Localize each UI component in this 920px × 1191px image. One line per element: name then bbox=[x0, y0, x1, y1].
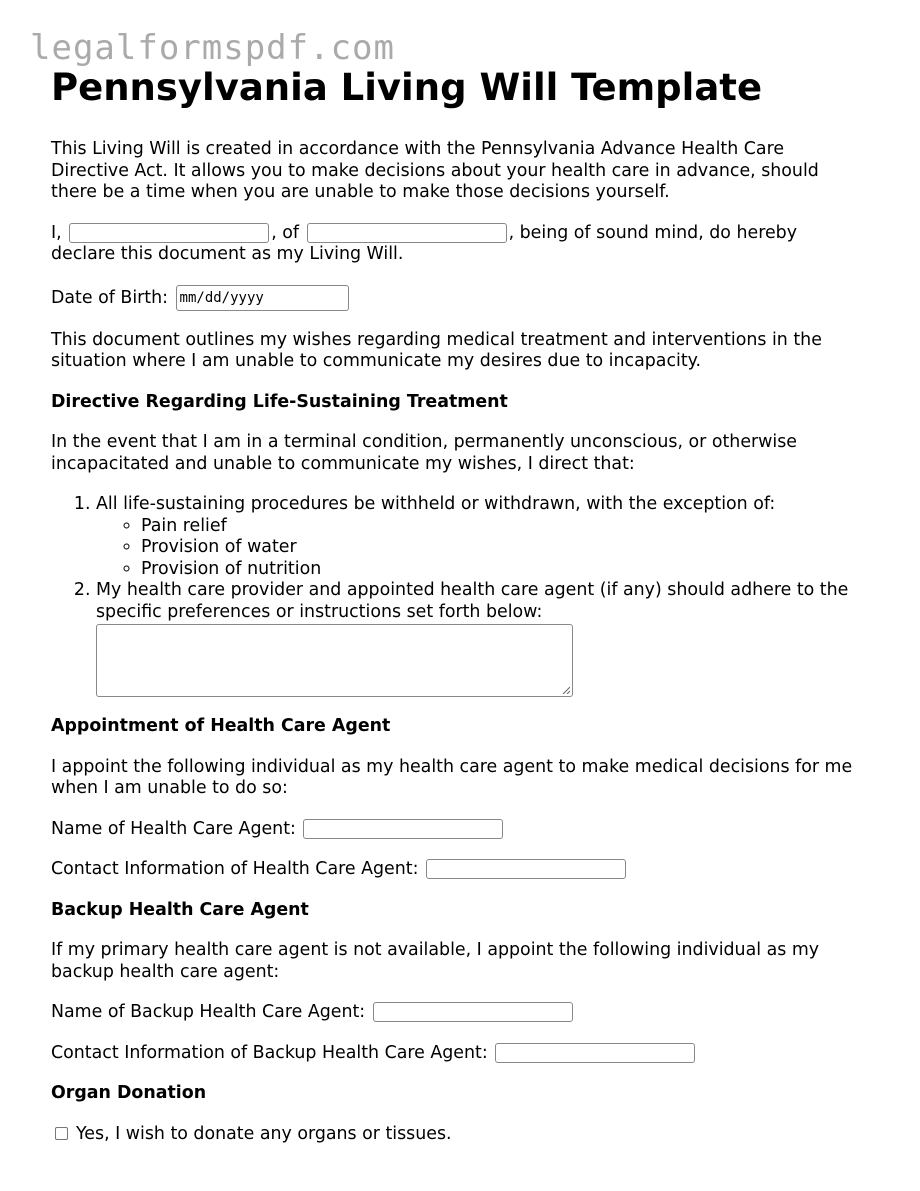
backup-contact-row bbox=[51, 1043, 861, 1065]
directive-heading: Directive Regarding Life-Sustaining Treatment bbox=[51, 391, 508, 412]
declarant-name-input[interactable] bbox=[69, 223, 269, 243]
backup-name-row bbox=[51, 1002, 861, 1024]
declarant-address-input[interactable] bbox=[307, 223, 507, 243]
organ-donation-row bbox=[51, 1124, 861, 1146]
exceptions-list bbox=[96, 516, 861, 581]
watermark: legalformspdf.com bbox=[30, 28, 395, 68]
dob-label: Date of Birth: bbox=[51, 287, 168, 308]
exception-item: ◦ Provision of nutrition bbox=[141, 559, 861, 581]
agent-name-input[interactable] bbox=[303, 819, 503, 839]
backup-contact-label: Contact Information of Backup Health Care Agent: bbox=[51, 1042, 488, 1063]
backup-heading: Backup Health Care Agent bbox=[51, 899, 309, 920]
exception-item: ◦ Pain relief bbox=[141, 516, 861, 538]
organ-donation-label: Yes, I wish to donate any organs or tissues. bbox=[76, 1123, 452, 1144]
agent-contact-input[interactable] bbox=[426, 859, 626, 879]
declaration-paragraph bbox=[51, 223, 861, 266]
agent-name-row bbox=[51, 819, 861, 841]
declaration-suffix: , being of sound mind, do hereby declare this document as my Living Will. bbox=[51, 222, 797, 264]
agent-heading: Appointment of Health Care Agent bbox=[51, 716, 391, 736]
instructions-textarea[interactable] bbox=[96, 624, 573, 697]
directive-item-1 bbox=[96, 494, 861, 580]
backup-name-label: Name of Backup Health Care Agent: bbox=[51, 1002, 366, 1022]
agent-text: I appoint the following individual as my health care agent to make medical decisions for me when I am unable to do so: bbox=[51, 756, 853, 798]
resize-grip-icon[interactable] bbox=[562, 686, 570, 694]
page-title: Pennsylvania Living Will Template bbox=[51, 66, 763, 109]
outline-paragraph: This document outlines my wishes regarding medical treatment and interventions in the situation where I am unable to communicate my desires due to incapacity. bbox=[51, 329, 822, 371]
directive-list bbox=[51, 494, 861, 697]
organ-donation-checkbox[interactable] bbox=[55, 1127, 68, 1140]
intro-paragraph: This Living Will is created in accordance with the Pennsylvania Advance Health Care Directive Act. It allows you to make decisions about your health care in advance, should there be a time when you are unable to make those decisions yourself. bbox=[51, 139, 819, 202]
directive-text: In the event that I am in a terminal condition, permanently unconscious, or otherwise incapacitated and unable to communicate my wishes, I direct that: bbox=[51, 432, 797, 474]
agent-contact-row bbox=[51, 859, 861, 881]
living-will-form bbox=[51, 66, 861, 1145]
organ-heading: Organ Donation bbox=[51, 1083, 207, 1103]
dob-row bbox=[51, 285, 861, 311]
directive-item-1-text: All life-sustaining procedures be withheld or withdrawn, with the exception of: bbox=[96, 494, 776, 514]
directive-item-2-text: My health care provider and appointed health care agent (if any) should adhere to the specific preferences or instructions set forth below: bbox=[96, 580, 849, 622]
dob-input[interactable]: mm/dd/yyyy bbox=[176, 285, 349, 311]
backup-text: If my primary health care agent is not available, I appoint the following individual as my backup health care agent: bbox=[51, 940, 820, 982]
declaration-of: , of bbox=[271, 222, 300, 243]
agent-contact-label: Contact Information of Health Care Agent: bbox=[51, 859, 419, 879]
agent-name-label: Name of Health Care Agent: bbox=[51, 818, 296, 839]
backup-name-input[interactable] bbox=[373, 1002, 573, 1022]
declaration-prefix: I, bbox=[51, 222, 62, 243]
exception-item: ◦ Provision of water bbox=[141, 537, 861, 559]
backup-contact-input[interactable] bbox=[495, 1043, 695, 1063]
directive-item-2 bbox=[96, 580, 861, 697]
